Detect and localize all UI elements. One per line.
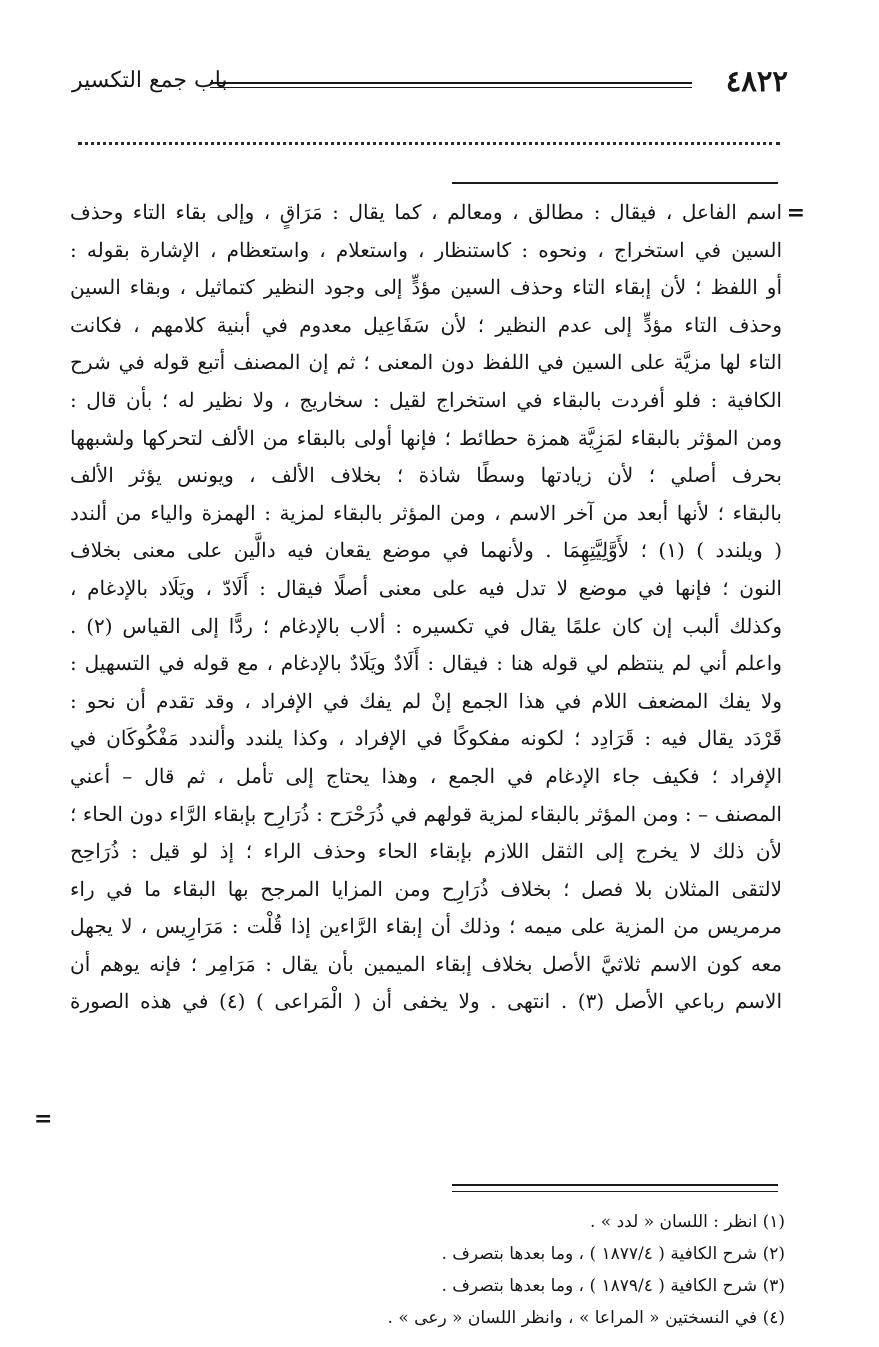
footnote-4: (٤) في النسختين « المراعا » ، وانظر اللسان « رعى » . [387,1308,785,1328]
text-line: بحرف أصلي ؛ لأن زيادتها وسطًا شاذة ؛ بخلاف الألف ، ويونس يؤثر الألف [70,463,782,488]
text-line: مرمريس من المزية على ميمه ؛ وذلك أن إبقاء الرَّاءين إذا قُلْت : مَرَارِيس ، لا يجهل [70,914,782,939]
text-line: اسم الفاعل ، فيقال : مطالق ، ومعالم ، كما يقال : مَرَاقٍ ، وإلى بقاء التاء وحذف [70,200,782,224]
text-line: لأن ذلك لا يخرج إلى الثقل اللازم بإبقاء الحاء وحذف الراء ؛ إذ لو قيل : ذُرَاحِح [70,839,782,864]
main-text [70,194,782,1021]
dotted-separator [78,142,780,145]
footnote-3: (٣) شرح الكافية ( ١٨٧٩/٤ ) ، وما بعدها بتصرف . [441,1276,785,1296]
footnote-rule [452,1184,778,1186]
footnote-rule-thin [452,1191,778,1192]
text-line: وحذف التاء مؤدٍّ إلى عدم النظير ؛ لأن سَفَاعِيل معدوم في أبنية كلامهم ، فكانت [70,312,782,337]
text-line: الاسم رباعي الأصل (٣) . انتهى . ولا يخفى أن ( الْمَراعى ) (٤) في هذه الصورة [70,989,782,1014]
text-line: النون ؛ فإنها في موضع لا تدل فيه على معنى أصلًا فيقال : أَلَادّ ، ويَلَاد بالإدغام ، [70,575,782,600]
text-line: معه كون الاسم ثلاثيَّ الأصل بخلاف إبقاء الميمين بأن يقال : مَرَامِر ؛ فإنه يوهم أن [70,951,782,976]
text-line: ولا يفك المضعف اللام في هذا الجمع إنْ لم يفك في الإفراد ، وقد تقدم أن نحو : [70,688,782,713]
chapter-title: باب جمع التكسير [72,68,228,93]
continuation-mark-end: = [34,1106,53,1132]
text-line: وكذلك ألبب إن كان علمًا يقال في تكسيره : ألاب بالإدغام ؛ ردًّا إلى القياس (٢) . [70,613,782,638]
footnote-2: (٢) شرح الكافية ( ١٨٧٧/٤ ) ، وما بعدها بتصرف . [441,1244,785,1264]
running-header [72,60,788,104]
text-line: ومن المؤثر بالبقاء لمَزِيَّة همزة حطائط ؛ فإنها أولى بالبقاء من الألف لتحركها ولشبهها [70,425,782,450]
page-number: ٤٨٢٢ [725,64,788,98]
text-line: الإفراد ؛ فكيف جاء الإدغام في الجمع ، وهذا يحتاج إلى تأمل ، ثم قال – أعني [70,763,782,788]
text-line: واعلم أني لم ينتظم لي قوله هنا : فيقال : أَلَادٌ ويَلَادٌ بالإدغام ، مع قوله في التسهيل : [70,651,782,676]
header-rule [210,82,692,88]
footnote-1: (١) انظر : اللسان « لدد » . [590,1212,785,1232]
text-line: السين في استخراج ، ونحوه : كاستنظار ، واستعلام ، واستعظام ، الإشارة بقوله : [70,237,782,262]
text-line: التاء لها مزيَّة على السين في اللفظ دون المعنى ؛ ثم إن المصنف أتبع قوله في شرح [70,350,782,375]
continuation-mark-start: = [786,200,805,226]
text-line: ( ويلندد ) (١) ؛ لأَوَّلِيَّتِهِمَا . ولأنهما في موضع يقعان فيه دالَّين على معنى بخلاف [70,538,782,563]
text-line: الكافية : فلو أفردت بالبقاء في استخراج لقيل : سخاريج ، ولا نظير له ؛ بأن قال : [70,387,782,412]
text-line: لالتقى المثلان بلا فصل ؛ بخلاف ذُرَارِح ومن المزايا المرجح بها البقاء ما في راء [70,876,782,901]
text-line: بالبقاء ؛ لأنها أبعد من آخر الاسم ، ومن المؤثر بالبقاء لمزية : الهمزة والياء من ألندد [70,500,782,525]
footnotes [225,1206,785,1334]
text-line: أو اللفظ ؛ لأن إبقاء التاء وحذف السين مؤدٍّ إلى وجود النظير كتماثيل ، وبقاء السين [70,275,782,300]
text-line: قَرْدَد يقال فيه : قَرَادِد ؛ لكونه مفكوكًا في الإفراد ، وكذا يلندد وألندد مَفْكُوكَان في [70,726,782,751]
top-rule [452,182,778,184]
text-line: المصنف – : ومن المؤثر بالبقاء لمزية قولهم في ذُرَحْرَح : ذُرَارِح بإبقاء الرَّاء دون الحاء ؛ [70,801,782,826]
